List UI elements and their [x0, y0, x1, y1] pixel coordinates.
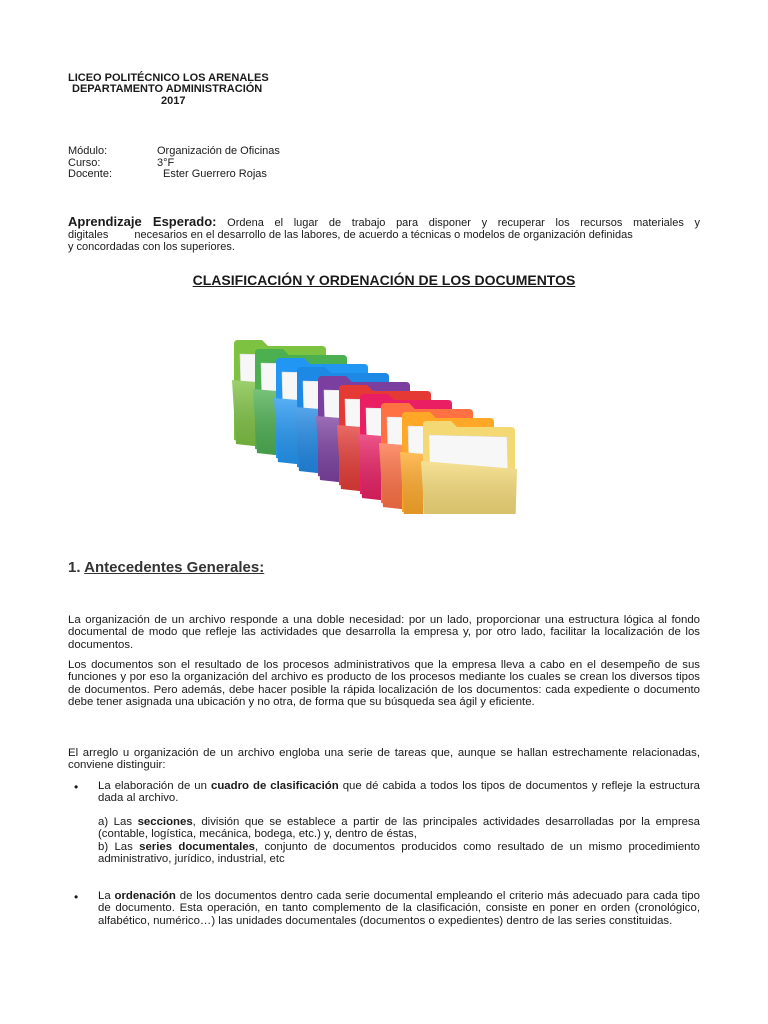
aprendizaje-text-2b: necesarios en el desarrollo de las labores, de acuerdo a técnicas o modelos de organización definidas [134, 229, 633, 241]
section-title: Antecedentes Generales: [84, 559, 265, 576]
sub-a-post: , división que se establece a partir de las principales actividades desarrolladas por la empresa (contable, logística, mecánica, bodega, etc.) y, dentro de éstas, [98, 816, 700, 841]
paragraph-3: El arreglo u organización de un archivo engloba una serie de tareas que, aunque se hallan estrechamente relacionadas, conviene distinguir: [68, 747, 700, 772]
main-title: CLASIFICACIÓN Y ORDENACIÓN DE LOS DOCUMENTOS [192, 272, 576, 288]
aprendizaje-text-3: y concordadas con los superiores. [68, 241, 235, 253]
modulo-value: Organización de Oficinas [157, 145, 280, 157]
bullet-dot-1: • [74, 780, 79, 794]
sub-b-bold: series documentales [139, 841, 255, 853]
curso-label: Curso: [68, 157, 101, 169]
docente-value: Ester Guerrero Rojas [163, 168, 267, 180]
bullet-dot-2: • [74, 890, 79, 904]
modulo-label: Módulo: [68, 145, 108, 157]
aprendizaje-label: Aprendizaje Esperado: [68, 214, 217, 229]
sub-a-bold: secciones [137, 816, 193, 828]
section-number: 1. [68, 559, 81, 576]
bullet-1-text [98, 780, 700, 805]
main-title-wrap [0, 272, 768, 290]
paragraph-1: La organización de un archivo responde a una doble necesidad: por un lado, proporcionar una estructura lógica al fondo documental de modo que refleje las actividades que desarrolla la empresa y, por otro lado, facilitar la localización de los documentos. [68, 614, 700, 651]
bullet-2-post: de los documentos dentro cada serie documental empleando el criterio más adecuado para cada tipo de documento. Esta operación, en tanto complemento de la clasificación, consiste en poner en orden (cronológico, alfabético, numérico…) las unidades documentales (documentos o expedientes) dentro de las series constituidas. [98, 890, 700, 927]
folders-illustration [222, 322, 544, 514]
bullet-1-post: que dé cabida a todos los tipos de documentos y refleje la estructura dada al archivo. [98, 780, 700, 805]
aprendizaje-text-2a: digitales [68, 229, 109, 241]
bullet-1-pre: La elaboración de un [98, 780, 211, 792]
sub-a-pre: a) Las [98, 816, 138, 828]
department-name: DEPARTAMENTO ADMINISTRACIÓN [72, 83, 263, 95]
colored-file-folders-icon [222, 322, 544, 514]
bullet-2-bold: ordenación [114, 890, 176, 902]
curso-value: 3°F [157, 157, 175, 169]
bullet-1-sub-a [98, 816, 700, 841]
aprendizaje-block [68, 216, 700, 253]
bullet-1-sub-b [98, 841, 700, 866]
folder-10 [421, 421, 517, 514]
bullet-2-text [98, 890, 700, 927]
sub-b-pre: b) Las [98, 841, 140, 853]
year: 2017 [161, 95, 186, 107]
docente-label: Docente: [68, 168, 113, 180]
bullet-2-pre: La [98, 890, 115, 902]
sub-b-post: , conjunto de documentos producidos como resultado de un mismo procedimiento administrativo, jurídico, industrial, etc [98, 841, 700, 866]
bullet-1-bold: cuadro de clasificación [211, 780, 339, 792]
school-name: LICEO POLITÉCNICO LOS ARENALES [68, 72, 269, 84]
aprendizaje-text-1: Ordena el lugar de trabajo para disponer y recuperar los recursos materiales y [227, 217, 700, 229]
paragraph-2: Los documentos son el resultado de los procesos administrativos que la empresa lleva a cabo en el desempeño de sus funciones y por eso la organización del archivo es producto de los procesos mediante los cuales se crean los diversos tipos de documentos. Pero además, debe hacer posible la rápida localización de los documentos: cada expediente o documento debe tener asignada una ubicación y no otra, de forma que su búsqueda sea ágil y eficiente. [68, 659, 700, 709]
section-heading [68, 559, 264, 576]
